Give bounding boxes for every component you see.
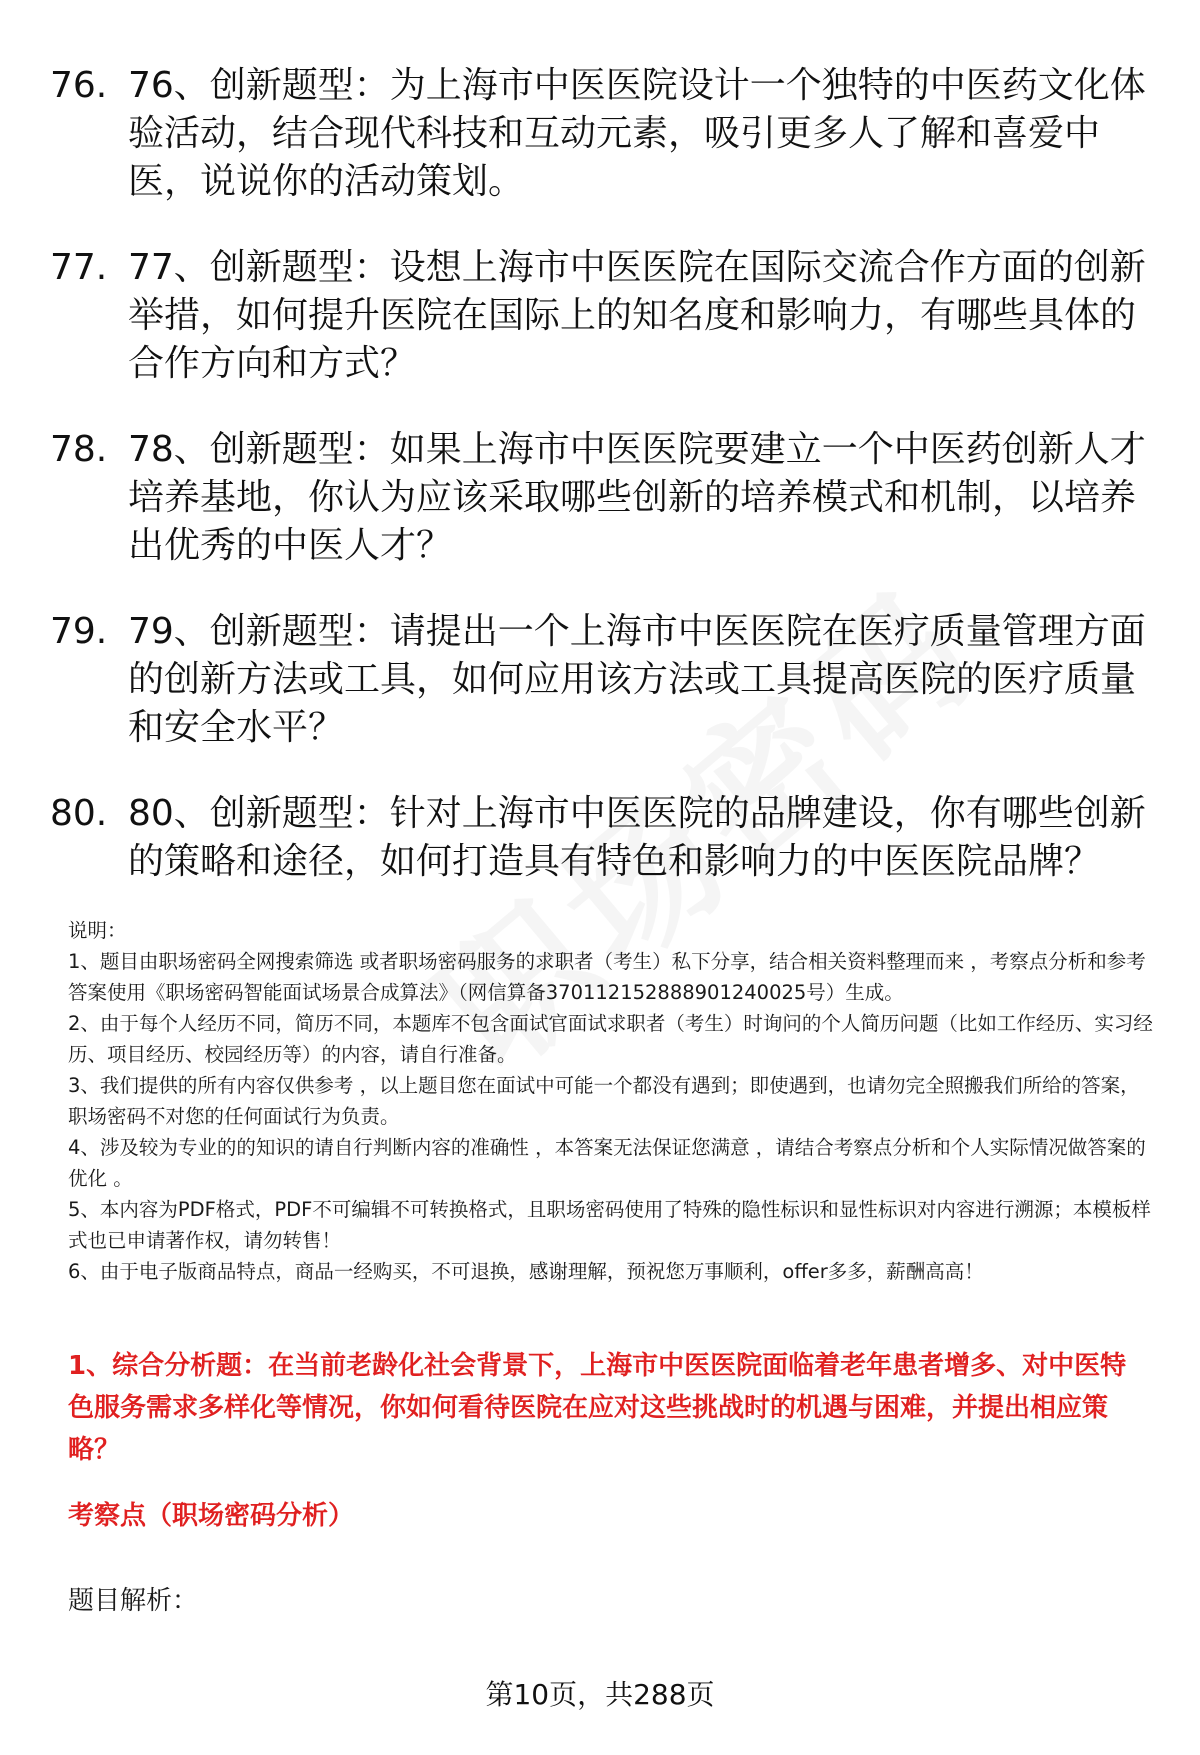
analysis-label: 题目解析：: [68, 1586, 199, 1616]
question-text: 76、创新题型：为上海市中医医院设计一个独特的中医药文化体验活动，结合现代科技和互动元素，吸引更多人了解和喜爱中医，说说你的活动策划。: [128, 65, 1146, 202]
question-number: 76.: [50, 65, 108, 106]
page-footer: 第10页，共288页: [485, 1678, 715, 1711]
question-item: [50, 608, 1150, 752]
question-text: 79、创新题型：请提出一个上海市中医医院在医疗质量管理方面的创新方法或工具，如何应用该方法或工具提高医院的医疗质量和安全水平？: [128, 611, 1146, 748]
question-number: 79.: [50, 611, 108, 652]
question-item: [50, 244, 1150, 388]
notes-section: [68, 915, 1158, 1287]
note-item: 1、题目由职场密码全网搜索筛选 或者职场密码服务的求职者（考生）私下分享，结合相关资料整理而来 ，考察点分析和参考答案使用《职场密码智能面试场景合成算法》（网信算备370112152888901240025号）生成。: [68, 950, 1146, 1004]
question-number: 80.: [50, 793, 108, 834]
note-item: 4、涉及较为专业的的知识的请自行判断内容的准确性 ，本答案无法保证您满意 ，请结合考察点分析和个人实际情况做答案的优化 。: [68, 1136, 1146, 1190]
question-text: 78、创新题型：如果上海市中医医院要建立一个中医药创新人才培养基地，你认为应该采取哪些创新的培养模式和机制，以培养出优秀的中医人才？: [128, 429, 1146, 566]
question-number: 78.: [50, 429, 108, 470]
note-item: 3、我们提供的所有内容仅供参考 ，以上题目您在面试中可能一个都没有遇到；即使遇到，也请勿完全照搬我们所给的答案，职场密码不对您的任何面试行为负责。: [68, 1074, 1140, 1128]
note-item: 6、由于电子版商品特点，商品一经购买，不可退换，感谢理解，预祝您万事顺利，offer多多，薪酬高高！: [68, 1260, 984, 1283]
question-item: [50, 790, 1150, 886]
question-list: [50, 62, 1150, 924]
note-item: 5、本内容为PDF格式，PDF不可编辑不可转换格式，且职场密码使用了特殊的隐性标识和显性标识对内容进行溯源；本模板样式也已申请著作权，请勿转售！: [68, 1198, 1151, 1252]
question-text: 77、创新题型：设想上海市中医医院在国际交流合作方面的创新举措，如何提升医院在国际上的知名度和影响力，有哪些具体的合作方向和方式？: [128, 247, 1146, 384]
question-item: [50, 426, 1150, 570]
question-number: 77.: [50, 247, 108, 288]
analysis-heading: 考察点（职场密码分析）: [68, 1501, 355, 1531]
question-item: [50, 62, 1150, 206]
note-item: 2、由于每个人经历不同，简历不同，本题库不包含面试官面试求职者（考生）时询问的个人简历问题（比如工作经历、实习经历、项目经历、校园经历等）的内容，请自行准备。: [68, 1012, 1153, 1066]
notes-title: 说明：: [68, 919, 127, 942]
question-text: 80、创新题型：针对上海市中医医院的品牌建设，你有哪些创新的策略和途径，如何打造具有特色和影响力的中医医院品牌？: [128, 793, 1146, 882]
highlighted-question: 1、综合分析题：在当前老龄化社会背景下，上海市中医医院面临着老年患者增多、对中医特色服务需求多样化等情况，你如何看待医院在应对这些挑战时的机遇与困难，并提出相应策略？: [68, 1351, 1127, 1465]
